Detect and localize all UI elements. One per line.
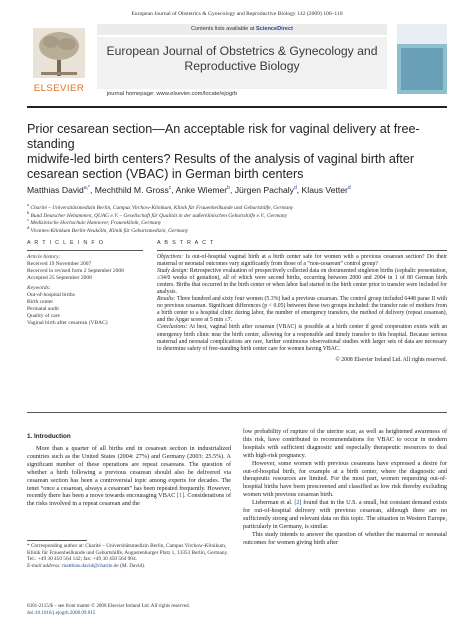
affiliation: $^a$ Charité – Universitätsmedizin Berlin, Campus Virchow-Klinikum, Klinik für Frauenheilkunde und Geburtshilfe, Germany xyxy=(27,202,294,211)
keywords-label: Keywords: xyxy=(27,285,51,291)
abstract-copyright: © 2008 Elsevier Ireland Ltd. All rights reserved. xyxy=(335,356,447,363)
body-left-column xyxy=(27,446,231,509)
history-accepted: Accepted 25 September 2008 xyxy=(27,275,92,282)
paragraph: Lieberman et al. [2] found that in the U.S. a small, but constant demand exists for out-of-hospital delivery with previous cesarean, although there are no sufficiently strong and relevant data on this topic. The situation in Western Europe, particularly in Germany, is similar. xyxy=(243,500,447,530)
keyword: Birth center xyxy=(27,299,54,306)
paragraph: However, some women with previous cesareans have expressed a desire for out-of-hospital birth, for example at a birth center, where the diagnostic and therapeutic resources are limited. For the most part, women requesting out-of-hospital births have been prescreened and classified as low risk thereby excluding women with previous cesarean birth. xyxy=(243,460,447,499)
author-affil-mark[interactable]: a,* xyxy=(83,185,90,192)
article-title-line3: cesarean section (VBAC) in German birth centers xyxy=(27,167,304,181)
journal-homepage xyxy=(27,91,317,97)
sciencedirect-link[interactable]: ScienceDirect xyxy=(255,26,293,32)
abstract-end-rule xyxy=(27,412,447,413)
journal-cover-icon xyxy=(397,24,447,94)
elsevier-wordmark: ELSEVIER xyxy=(33,83,85,94)
keyword: Vaginal birth after cesarean (VBAC) xyxy=(27,320,108,327)
history-revised: Received in revised form 2 September 2008 xyxy=(27,268,124,275)
contents-prefix: Contents lists available at xyxy=(191,26,256,32)
paragraph: More than a quarter of all births end in cesarean section in industrialized countries such as the United States (2004: 27%) and Germany (2003: 25.5%). A significant number of these operations are repeat cesareans. The question of whether a birth following a previous cesarean should also be delivered via cesarean section has been a controversial topic among experts for decades. The tenet “once a cesarean, always a cesarean” has been repeated frequently. However, recently there has been a move towards encouraging VBAC [1]. Considerations of the risks involved in a repeat cesarean and the xyxy=(27,446,232,508)
journal-title-line2: Reproductive Biology xyxy=(184,58,300,73)
keyword: Quality of care xyxy=(27,313,60,320)
citation-link[interactable]: [2] xyxy=(294,500,302,507)
affiliation: $^b$ Bund Deutscher Hebammen, QUAG e.V. – Gesellschaft für Qualität in der außerklinischen Geburtshilfe e.V., Germany xyxy=(27,209,288,219)
abstract-objectives: Objectives: Is out-of-hospital vaginal birth at a birth center safe for women with a previous cesarean section? Do their maternal or neonatal outcomes vary significantly from those of a “non-cesarean” control group? xyxy=(157,254,447,268)
keyword: Perinatal audit xyxy=(27,306,59,313)
elsevier-logo xyxy=(27,26,91,94)
article-title xyxy=(27,122,452,182)
author-list: Matthias David$^{a,*}$, Mechthild M. Gross$^c$, Anke Wiemer$^b$, Jürgen Pachaly$^d$, Klaus Vetter$^d$ xyxy=(27,185,351,195)
author-affil-mark[interactable]: d xyxy=(293,185,297,192)
abstract-body xyxy=(157,254,447,364)
author-name[interactable]: Mechthild M. Gross xyxy=(94,185,169,195)
author-name[interactable]: Klaus Vetter xyxy=(301,185,348,195)
abstract-design: Study design: Retrospective evaluation of prospectively collected data on documented singleton births (cephalic presentation, ≥34/0 weeks of gestation), all of which were second births, occurring between 2000 and 2004 in 1 of 80 German birth centers. Births that occurred in the birth center or when labor had started in the birth center prior to transfer were included for analysis. xyxy=(157,268,448,296)
journal-masthead xyxy=(27,24,447,102)
history-label: Article history: xyxy=(27,254,61,260)
article-info-rule xyxy=(27,250,143,251)
article-title-line1: Prior cesarean section—An acceptable risk for vaginal delivery at free-standing xyxy=(27,122,420,151)
doi-link[interactable]: doi:10.1016/j.ejogrb.2008.09.015 xyxy=(27,609,96,616)
author-affil-mark[interactable]: d xyxy=(347,185,351,192)
elsevier-tree-icon xyxy=(33,28,85,78)
affiliation: $^d$ Vivantes-Klinikum Berlin-Neukölln, Klinik für Geburtsmedizin, Germany xyxy=(27,224,189,234)
abstract-label: A B S T R A C T xyxy=(157,240,215,246)
contents-bar xyxy=(97,24,387,35)
article-info-label: A R T I C L E I N F O xyxy=(27,240,105,246)
abstract-results: Results: Three hundred and sixty four women (5.3%) had a previous cesarean. The control group included 6448 parae II with no previous cesarean. Significant differences (p < 0.05) between these two groups included: the transfer rate of mothers from a birth center to a hospital clinic during labor, the number of emergency transfers, the method of delivery (repeat cesarean), and the Apgar score at 5 min ≤7. xyxy=(157,296,447,324)
keyword: Out-of-hospital births xyxy=(27,292,75,299)
abstract-rule xyxy=(157,250,447,251)
page-footer xyxy=(27,603,267,616)
section-heading-introduction: 1. Introduction xyxy=(27,433,71,440)
keywords xyxy=(27,285,147,328)
author-name[interactable]: Matthias David xyxy=(27,185,84,195)
author-name[interactable]: Anke Wiemer xyxy=(175,185,228,195)
citation-link[interactable]: [1] xyxy=(177,493,185,500)
issn-line: 0301-2115/$ – see front matter © 2008 Elsevier Ireland Ltd. All rights reserved. xyxy=(27,603,190,609)
article-history xyxy=(27,254,147,282)
homepage-link[interactable]: www.elsevier.com/locate/ejogrb xyxy=(156,91,238,97)
corresponding-author-footnote: * Corresponding author at: Charité – Universitätsmedizin Berlin, Campus Virchow-Klinikum, Klinik für Frauenheilkunde und Geburtshilfe, Augustenburger Platz 1, 13353 Berlin, Germany. Tel.: +49 30 450 564 142; fax: +49 30 450 564 904. E-mail address: matthias.david@charite.de (M. David). xyxy=(27,543,229,569)
article-title-line2: midwife-led birth centers? Results of the analysis of vaginal birth after xyxy=(27,152,415,166)
journal-title xyxy=(97,44,387,73)
affiliation: $^c$ Medizinische Hochschule Hannover, Frauenklinik, Germany xyxy=(27,217,162,226)
journal-title-line1: European Journal of Obstetrics & Gynecology and xyxy=(106,44,378,58)
running-head: European Journal of Obstetrics & Gynecology and Reproductive Biology 142 (2009) 106–110 xyxy=(131,11,343,17)
homepage-prefix: journal homepage: xyxy=(106,91,157,97)
masthead-divider xyxy=(27,106,447,108)
paragraph: This study intends to answer the question of whether the maternal or neonatal outcomes for women giving birth after xyxy=(243,531,447,546)
journal-title-panel xyxy=(97,37,387,89)
abstract-conclusions: Conclusions: At best, vaginal birth after cesarean (VBAC) is possible at a birth center if good cooperation exists with an emergency birth clinic near the birth center, allowing for a responsible and timely transfer to this hospital. Because serious maternal and neonatal complications are rare, further continuous observational studies with larger sets of data are necessary to determine safety of free-standing birth center care for women having VBAC. xyxy=(157,324,447,352)
body-right-column xyxy=(243,429,447,548)
footnote-rule xyxy=(27,540,87,541)
author-affil-mark[interactable]: b xyxy=(227,185,230,192)
email-link[interactable]: matthias.david@charite.de xyxy=(62,562,119,569)
author-name[interactable]: Jürgen Pachaly xyxy=(234,185,294,195)
history-received: Received 19 November 2007 xyxy=(27,261,92,268)
author-affil-mark[interactable]: c xyxy=(168,185,172,192)
paragraph: low probability of rupture of the uterine scar, as well as heightened awareness of this risk, have contributed to recommendations for VBAC to occur in modern hospitals with sufficient diagnostic and especially therapeutic resources to deal with high-risk pregnancy. xyxy=(243,429,447,459)
